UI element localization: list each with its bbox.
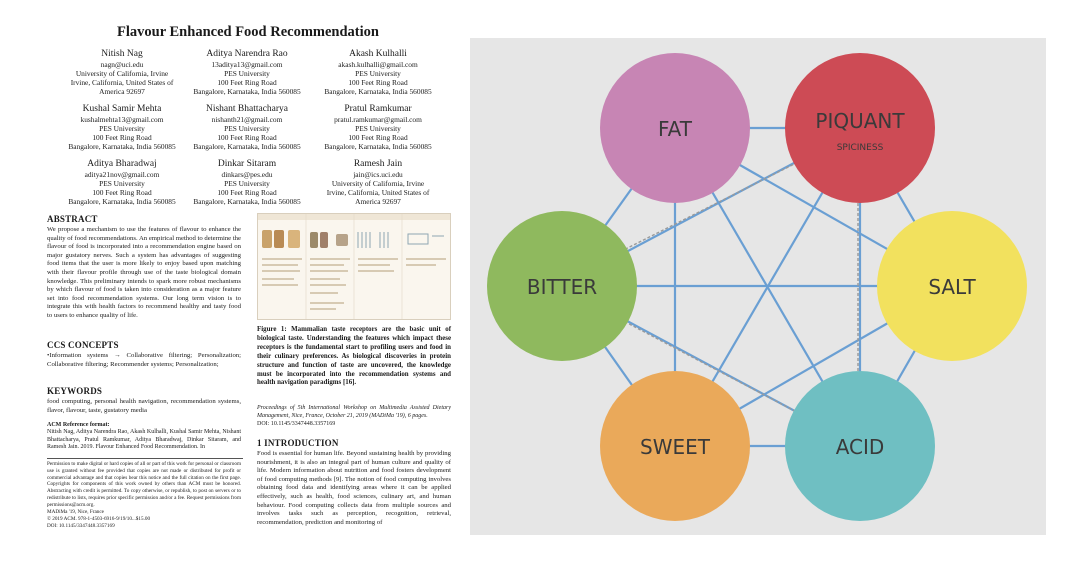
author-email: akash.kulhalli@gmail.com [338,60,418,69]
author-block [303,48,453,96]
author-name: Dinkar Sitaram [217,159,277,169]
paper-title: Flavour Enhanced Food Recommendation [117,24,379,40]
abstract-text: We propose a mechanism to use the features of flavour to enhance the quality of food recommendations. An empirical method to determine the flavour of food is incorporated into a recommendation engine based on major gustatory nerves. Such a system has advantages of suggesting food items that the user is more likely to enjoy based upon matching with their flavour profile through use of the taste biological domain knowledge. This preliminary intends to spark more robust mechanisms by which flavour of food is taken into consideration as a major feature set into food recommendation systems. Our long term vision is to integrate this with health factors to recommend healthy and tasty food to users to enhance quality of life. [47,226,241,319]
author-affiliation: University of California, Irvine [75,69,169,79]
author-block [172,158,322,206]
node-sweet [600,371,750,521]
venue-line: MADiMa '19, Nice, France [47,509,104,515]
author-name: Akash Kulhalli [349,49,407,59]
author-address: Bangalore, Karnataka, India 560085 [68,142,176,152]
node-bitter [487,211,637,361]
author-affiliation: PES University [99,124,145,134]
author-email: 13aditya13@gmail.com [211,60,283,69]
author-address: Bangalore, Karnataka, India 560085 [193,142,301,152]
author-email: kushalmehta13@gmail.com [80,115,164,124]
author-email: pratul.ramkumar@gmail.com [334,115,422,124]
author-block [303,158,453,206]
permission-text: Permission to make digital or hard copies of all or part of this work for personal or classroom use is granted without fee provided that copies are not made or distributed for profit or commercial advantage and that copies bear this notice and the full citation on the first page. Copyrights for components of this work owned by others than ACM must be honored. Abstracting with credit is permitted. To copy otherwise, or republish, to post on servers or to redistribute to lists, requires prior specific permission and/or a fee. Request permissions from permissions@acm.org. [47,461,241,508]
intro-heading: 1 INTRODUCTION [257,438,339,448]
author-block [303,103,453,151]
author-email: jain@ics.uci.edu [353,170,403,179]
author-address: Bangalore, Karnataka, India 560085 [324,142,432,152]
node-label-fat: FAT [657,117,693,141]
taste-receptor-illustration [258,214,450,319]
proceedings-doi: DOI: 10.1145/3347448.3357169 [257,421,336,427]
node-salt [877,211,1027,361]
ccs-text: •Information systems → Collaborative filtering; Personalization; Collaborative filtering; Recommender systems; Personalization; [47,352,241,368]
flavour-wheel-diagram [470,38,1046,535]
author-block [172,103,322,151]
author-address: Irvine, California, United States of [70,78,174,88]
paper-page [0,0,470,563]
ccs-heading: CCS CONCEPTS [47,340,119,350]
author-address: Bangalore, Karnataka, India 560085 [68,197,176,207]
taste-receptor-figure [257,213,451,320]
author-affiliation: PES University [355,69,401,79]
author-email: nagn@uci.edu [100,60,144,69]
copyright-line: © 2019 ACM. 978-1-4503-6916-9/19/10...$15.00 [47,516,151,522]
proceedings-text: Proceedings of 5th International Workshop on Multimedia Assisted Dietary Management, Nice, France, October 21, 2019 (MADiMa '19), 6 pages. [257,405,451,419]
figure-caption: Figure 1: Mammalian taste receptors are the basic unit of biological taste. Understanding the features which impact these receptors is the fundamental start to profiling users and food in their culinary preferences. As biological discoveries in protein structure and function of taste are uncovered, the knowledge must be incorporated into the recommendation systems and health navigation paradigms [16]. [257,326,451,387]
author-address: 100 Feet Ring Road [92,133,152,143]
intro-text: Food is essential for human life. Beyond sustaining health by providing nourishment, it is also an integral part of human culture and quality of life. Modern information about nutrition and food fosters development of food computing methods [9]. The notion of food computing involves obtaining food data and identifying areas where it can be applied effectively, such as health, food sciences, culinary art, and human behaviour. Food computing collects data from multiple sources and involves tasks such as perception, recognition, retrieval, recommendation, prediction and monitoring of [257,450,451,526]
footnote-rule [47,458,243,459]
node-label-piquant: PIQUANT [815,109,905,133]
author-address: 100 Feet Ring Road [217,78,277,88]
keywords-text: food computing, personal health navigation, recommendation systems, flavor, flavour, taste, gustatory media [47,398,241,414]
author-name: Nishant Bhattacharya [205,104,289,114]
author-name: Aditya Bharadwaj [87,159,157,169]
author-affiliation: PES University [224,124,270,134]
author-address: 100 Feet Ring Road [348,133,408,143]
author-address: Bangalore, Karnataka, India 560085 [324,87,432,97]
keywords-heading: KEYWORDS [47,386,103,396]
author-block [172,48,322,96]
author-name: Aditya Narendra Rao [206,49,288,59]
author-affiliation: PES University [99,179,145,189]
author-name: Ramesh Jain [353,159,403,169]
author-address: Bangalore, Karnataka, India 560085 [193,197,301,207]
author-email: nishanth21@gmail.com [211,115,283,124]
author-address: 100 Feet Ring Road [92,188,152,198]
author-affiliation: University of California, Irvine [331,179,425,189]
author-email: dinkars@pes.edu [221,170,273,179]
acm-ref-text: Nitish Nag, Aditya Narendra Rao, Akash Kulhalli, Kushal Samir Mehta, Nishant Bhattacharya, Pratul Ramkumar, Aditya Bharadwaj, Dinkar Sitaram, and Ramesh Jain. 2019. Flavour Enhanced Food Recommendation. In [47,429,241,451]
doi-line: DOI: 10.1145/3347448.3357169 [47,523,115,529]
author-email: aditya21nov@gmail.com [84,170,160,179]
flavour-graph-panel [470,38,1046,535]
author-name: Kushal Samir Mehta [82,104,162,114]
author-address: Bangalore, Karnataka, India 560085 [193,87,301,97]
author-name: Pratul Ramkumar [344,104,412,114]
author-name: Nitish Nag [101,49,143,59]
author-address: 100 Feet Ring Road [217,133,277,143]
author-address: America 92697 [99,87,145,97]
author-address: Irvine, California, United States of [326,188,430,198]
author-address: America 92697 [355,197,401,207]
author-affiliation: PES University [355,124,401,134]
node-label-salt: SALT [928,275,976,299]
node-acid [785,371,935,521]
node-label-sweet: SWEET [640,435,710,459]
node-label-acid: ACID [835,435,885,459]
node-sublabel-piquant: SPICINESS [836,143,884,153]
author-affiliation: PES University [224,179,270,189]
author-address: 100 Feet Ring Road [348,78,408,88]
author-affiliation: PES University [224,69,270,79]
acm-ref-heading: ACM Reference format: [47,422,110,428]
node-piquant [785,53,935,203]
node-fat [600,53,750,203]
abstract-heading: ABSTRACT [47,214,98,224]
author-address: 100 Feet Ring Road [217,188,277,198]
node-label-bitter: BITTER [526,275,598,299]
